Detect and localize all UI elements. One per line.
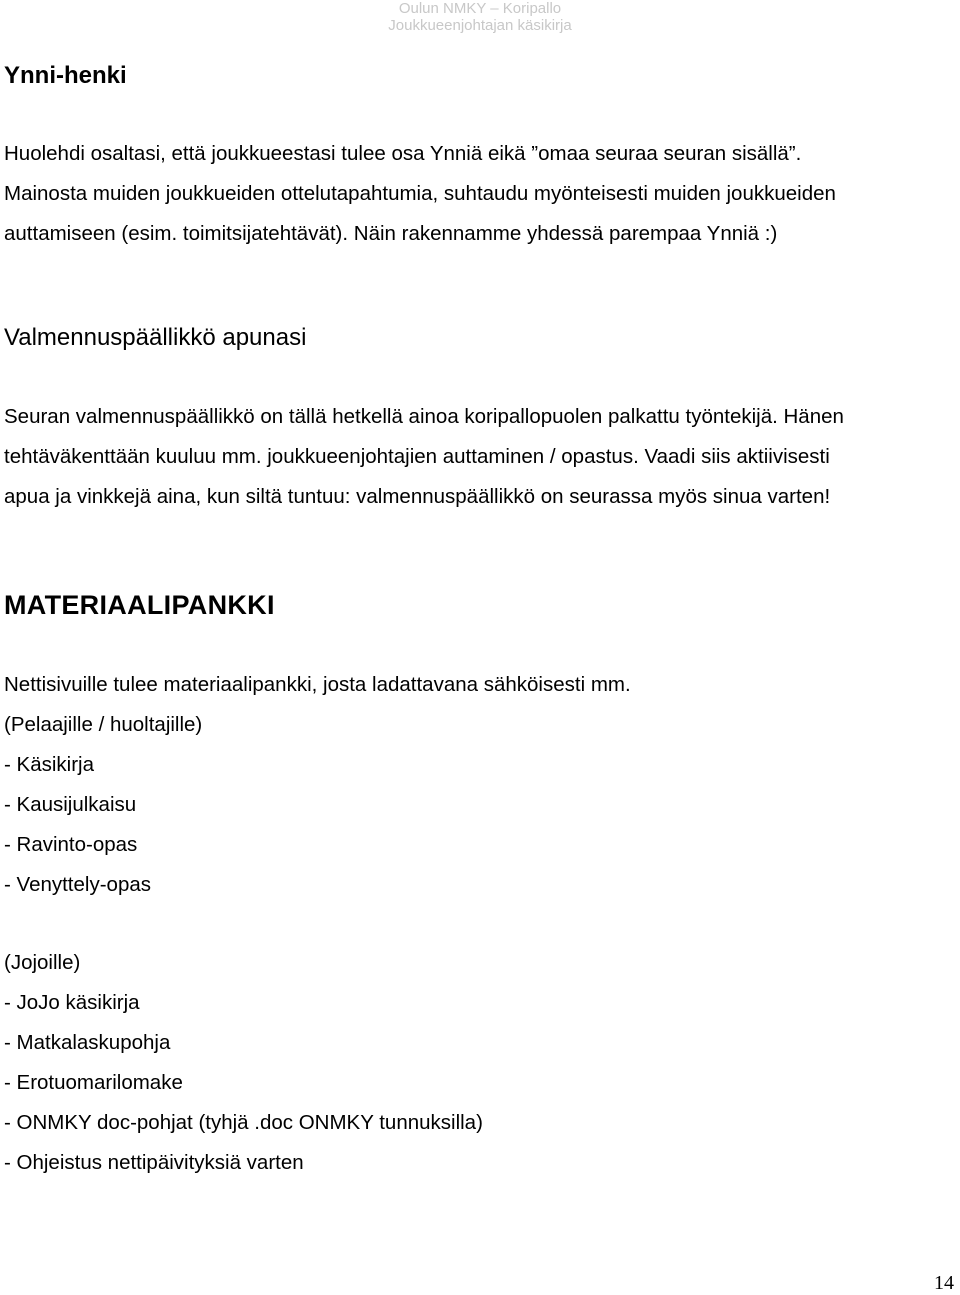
list-team-managers [4, 943, 483, 1183]
list-group-label: (Jojoille) [4, 951, 81, 974]
header-org: Oulun NMKY – Koripallo [398, 0, 562, 17]
paragraph-line: Seuran valmennuspäällikkö on tällä hetkellä ainoa koripallopuolen palkattu työntekijä. Hänen [4, 405, 844, 428]
paragraph-line: apua ja vinkkejä aina, kun siltä tuntuu: valmennuspäällikkö on seurassa myös sinua varten! [4, 485, 831, 508]
list-item: - Ravinto-opas [4, 833, 138, 856]
list-item: - Kausijulkaisu [4, 793, 137, 816]
running-header [0, 0, 960, 34]
list-item: - ONMKY doc-pohjat (tyhjä .doc ONMKY tunnuksilla) [4, 1111, 483, 1134]
list-group-label: (Pelaajille / huoltajille) [4, 713, 203, 736]
list-item: - Erotuomarilomake [4, 1071, 183, 1094]
header-doc-title: Joukkueenjohtajan käsikirja [388, 17, 572, 34]
list-players-guardians [4, 705, 202, 905]
heading-valmennuspaallikko: Valmennuspäällikkö apunasi [4, 324, 307, 351]
list-item: - Käsikirja [4, 753, 94, 776]
paragraph-valmennus [4, 397, 844, 517]
list-item: - Matkalaskupohja [4, 1031, 171, 1054]
heading-materiaalipankki: MATERIAALIPANKKI [4, 590, 275, 620]
paragraph-line: Huolehdi osaltasi, että joukkueestasi tulee osa Ynniä eikä ”omaa seuraa seuran sisällä”. [4, 142, 802, 165]
paragraph-line: tehtäväkenttään kuuluu mm. joukkueenjohtajien auttaminen / opastus. Vaadi siis aktiivisesti [4, 445, 830, 468]
list-item: - Ohjeistus nettipäivityksiä varten [4, 1151, 304, 1174]
page-number: 14 [934, 1272, 954, 1294]
paragraph-line: auttamiseen (esim. toimitsijatehtävät). Näin rakennamme yhdessä parempaa Ynniä :) [4, 222, 778, 245]
list-item: - JoJo käsikirja [4, 991, 140, 1014]
list-item: - Venyttely-opas [4, 873, 151, 896]
paragraph-ynni [4, 134, 836, 254]
paragraph-materiaali-intro: Nettisivuille tulee materiaalipankki, josta ladattavana sähköisesti mm. [4, 673, 631, 696]
heading-ynni-henki: Ynni-henki [4, 62, 127, 89]
paragraph-line: Mainosta muiden joukkueiden ottelutapahtumia, suhtaudu myönteisesti muiden joukkueiden [4, 182, 836, 205]
